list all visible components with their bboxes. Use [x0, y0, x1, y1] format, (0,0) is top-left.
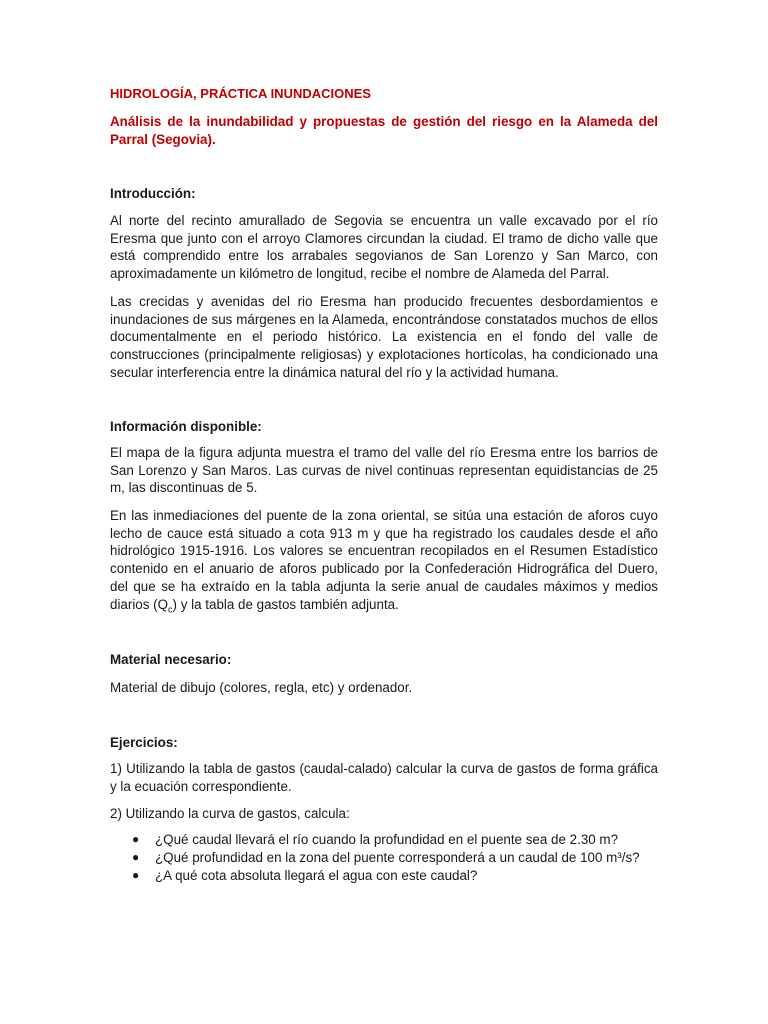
list-item — [110, 831, 658, 849]
intro-paragraph-2: Las crecidas y avenidas del rio Eresma han producido frecuentes desbordamientos e inundaciones de sus márgenes en la Alameda, encontrándose constatados muchos de ellos documentalmente en el periodo histórico. La existencia en el fondo del valle de construcciones (principalmente religiosas) y explotaciones hortícolas, ha condicionado una secular interferencia entre la dinámica natural del río y la actividad humana. — [110, 294, 658, 380]
info-paragraph-2-text: En las inmediaciones del puente de la zona oriental, se sitúa una estación de aforos cuyo lecho de cauce está situado a cota 913 m y que ha registrado los caudales desde el año hidrológico 1915-1916. Los valores se encuentran recopilados en el Resumen Estadístico contenido en el anuario de aforos publicado por la Confederación Hidrográfica del Duero, del que se ha extraído en la tabla adjunta la serie anual de caudales máximos y medios diarios (Q — [110, 508, 658, 612]
info-heading: Información disponible: — [110, 419, 262, 434]
document-subtitle: Análisis de la inundabilidad y propuestas de gestión del riesgo en la Alameda del Parral (Segovia). — [110, 114, 658, 147]
info-paragraph-2-end: ) y la tabla de gastos también adjunta. — [172, 596, 399, 612]
bullet-icon: ● — [132, 868, 140, 882]
exercises-heading: Ejercicios: — [110, 735, 178, 750]
info-paragraph-2 — [110, 507, 658, 619]
intro-paragraph-1: Al norte del recinto amurallado de Segovia se encuentra un valle excavado por el río Eresma que junto con el arroyo Clamores circundan la ciudad. El tramo de dicho valle que está comprendido entre los arrabales segovianos de San Lorenzo y San Marco, con aproximadamente un kilómetro de longitud, recibe el nombre de Alameda del Parral. — [110, 213, 658, 282]
list-item-text: ¿Qué caudal llevará el río cuando la profundidad en el puente sea de 2.30 m? — [155, 832, 619, 847]
list-item — [110, 867, 658, 885]
list-item — [110, 849, 658, 867]
list-item-text: ¿A qué cota absoluta llegará el agua con este caudal? — [155, 868, 478, 883]
exercise-2: 2) Utilizando la curva de gastos, calcula: — [110, 806, 350, 821]
bullet-icon: ● — [132, 832, 140, 846]
material-heading: Material necesario: — [110, 652, 232, 667]
exercise-1: 1) Utilizando la tabla de gastos (caudal-calado) calcular la curva de gastos de forma gráfica y la ecuación correspondiente. — [110, 761, 658, 794]
bullet-icon: ● — [132, 850, 140, 864]
intro-heading: Introducción: — [110, 186, 196, 201]
document-title: HIDROLOGÍA, PRÁCTICA INUNDACIONES — [110, 86, 371, 101]
exercise-2-bullet-list — [110, 831, 658, 885]
subscript-c: c — [168, 604, 173, 615]
info-paragraph-1: El mapa de la figura adjunta muestra el tramo del valle del río Eresma entre los barrios de San Lorenzo y San Maros. Las curvas de nivel continuas representan equidistancias de 25 m, las discontinuas de 5. — [110, 445, 658, 496]
list-item-text: ¿Qué profundidad en la zona del puente corresponderá a un caudal de 100 m³/s? — [155, 850, 640, 865]
material-paragraph: Material de dibujo (colores, regla, etc) y ordenador. — [110, 680, 413, 695]
